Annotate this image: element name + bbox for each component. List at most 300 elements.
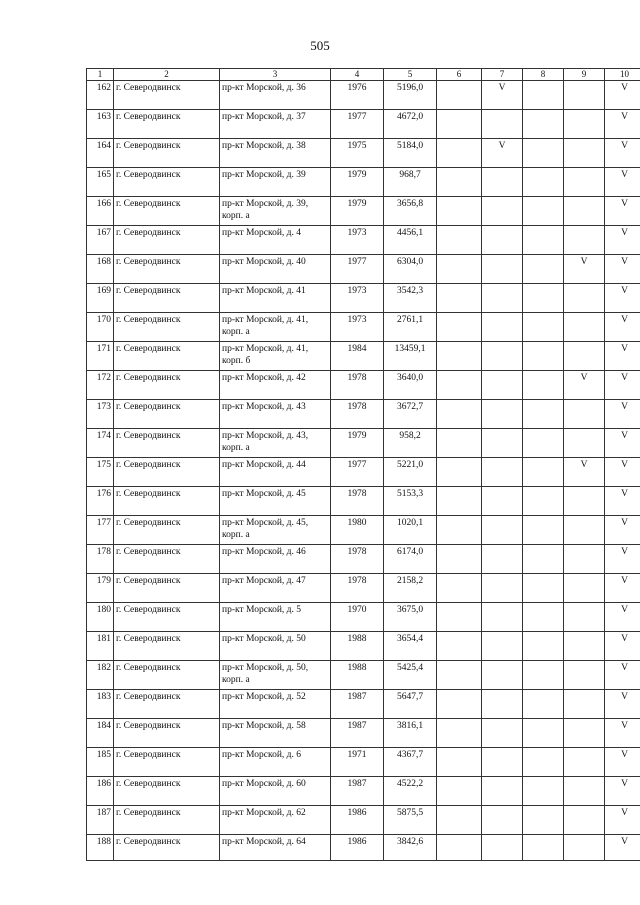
address-cell: пр-кт Морской, д. 60 xyxy=(220,777,331,806)
mark-cell-10: V xyxy=(605,400,640,429)
city-cell: г. Северодвинск xyxy=(114,255,220,284)
year-cell: 1973 xyxy=(331,284,384,313)
area-cell: 5647,7 xyxy=(384,690,437,719)
mark-cell-8 xyxy=(523,661,564,690)
mark-cell-10: V xyxy=(605,371,640,400)
city-cell: г. Северодвинск xyxy=(114,168,220,197)
mark-cell-10: V xyxy=(605,777,640,806)
table-row xyxy=(87,313,640,342)
mark-cell-8 xyxy=(523,777,564,806)
area-cell: 3656,8 xyxy=(384,197,437,226)
register-table xyxy=(86,68,640,861)
area-cell: 968,7 xyxy=(384,168,437,197)
mark-cell-7 xyxy=(482,313,523,342)
mark-cell-6 xyxy=(437,110,482,139)
row-number-cell: 177 xyxy=(87,516,114,545)
mark-cell-9 xyxy=(564,719,605,748)
mark-cell-8 xyxy=(523,284,564,313)
mark-cell-8 xyxy=(523,313,564,342)
area-cell: 3672,7 xyxy=(384,400,437,429)
address-cell: пр-кт Морской, д. 50 xyxy=(220,632,331,661)
row-number-cell: 173 xyxy=(87,400,114,429)
mark-cell-6 xyxy=(437,81,482,110)
mark-cell-6 xyxy=(437,632,482,661)
table-row xyxy=(87,284,640,313)
mark-cell-7: V xyxy=(482,139,523,168)
year-cell: 1978 xyxy=(331,371,384,400)
row-number-cell: 167 xyxy=(87,226,114,255)
mark-cell-6 xyxy=(437,603,482,632)
mark-cell-8 xyxy=(523,806,564,835)
mark-cell-7: V xyxy=(482,81,523,110)
table-row xyxy=(87,545,640,574)
row-number-cell: 182 xyxy=(87,661,114,690)
table-row xyxy=(87,516,640,545)
mark-cell-7 xyxy=(482,835,523,861)
year-cell: 1978 xyxy=(331,400,384,429)
table-row xyxy=(87,661,640,690)
mark-cell-9 xyxy=(564,197,605,226)
city-cell: г. Северодвинск xyxy=(114,748,220,777)
mark-cell-10: V xyxy=(605,516,640,545)
mark-cell-7 xyxy=(482,342,523,371)
mark-cell-10: V xyxy=(605,197,640,226)
area-cell: 5875,5 xyxy=(384,806,437,835)
mark-cell-6 xyxy=(437,690,482,719)
address-cell: пр-кт Морской, д. 44 xyxy=(220,458,331,487)
city-cell: г. Северодвинск xyxy=(114,719,220,748)
mark-cell-6 xyxy=(437,313,482,342)
mark-cell-7 xyxy=(482,284,523,313)
city-cell: г. Северодвинск xyxy=(114,81,220,110)
address-cell: пр-кт Морской, д. 40 xyxy=(220,255,331,284)
mark-cell-8 xyxy=(523,371,564,400)
city-cell: г. Северодвинск xyxy=(114,574,220,603)
mark-cell-9 xyxy=(564,574,605,603)
mark-cell-10: V xyxy=(605,574,640,603)
address-cell: пр-кт Морской, д. 64 xyxy=(220,835,331,861)
city-cell: г. Северодвинск xyxy=(114,139,220,168)
mark-cell-8 xyxy=(523,110,564,139)
mark-cell-6 xyxy=(437,661,482,690)
mark-cell-10: V xyxy=(605,226,640,255)
mark-cell-10: V xyxy=(605,545,640,574)
mark-cell-8 xyxy=(523,748,564,777)
city-cell: г. Северодвинск xyxy=(114,661,220,690)
mark-cell-9 xyxy=(564,632,605,661)
mark-cell-10: V xyxy=(605,284,640,313)
year-cell: 1979 xyxy=(331,429,384,458)
year-cell: 1976 xyxy=(331,81,384,110)
city-cell: г. Северодвинск xyxy=(114,110,220,139)
mark-cell-7 xyxy=(482,458,523,487)
area-cell: 5153,3 xyxy=(384,487,437,516)
area-cell: 3675,0 xyxy=(384,603,437,632)
column-header: 8 xyxy=(523,69,564,81)
area-cell: 4456,1 xyxy=(384,226,437,255)
mark-cell-9 xyxy=(564,429,605,458)
city-cell: г. Северодвинск xyxy=(114,806,220,835)
mark-cell-6 xyxy=(437,197,482,226)
mark-cell-6 xyxy=(437,429,482,458)
city-cell: г. Северодвинск xyxy=(114,371,220,400)
area-cell: 4522,2 xyxy=(384,777,437,806)
table-row xyxy=(87,371,640,400)
area-cell: 6304,0 xyxy=(384,255,437,284)
area-cell: 2158,2 xyxy=(384,574,437,603)
mark-cell-8 xyxy=(523,603,564,632)
mark-cell-6 xyxy=(437,284,482,313)
mark-cell-6 xyxy=(437,400,482,429)
area-cell: 3542,3 xyxy=(384,284,437,313)
mark-cell-10: V xyxy=(605,603,640,632)
year-cell: 1980 xyxy=(331,516,384,545)
mark-cell-9 xyxy=(564,400,605,429)
address-cell: пр-кт Морской, д. 46 xyxy=(220,545,331,574)
mark-cell-8 xyxy=(523,429,564,458)
table-row xyxy=(87,139,640,168)
mark-cell-8 xyxy=(523,400,564,429)
mark-cell-10: V xyxy=(605,487,640,516)
table-row xyxy=(87,81,640,110)
column-header: 5 xyxy=(384,69,437,81)
mark-cell-10: V xyxy=(605,458,640,487)
area-cell: 6174,0 xyxy=(384,545,437,574)
city-cell: г. Северодвинск xyxy=(114,487,220,516)
mark-cell-7 xyxy=(482,545,523,574)
mark-cell-7 xyxy=(482,400,523,429)
column-header: 10 xyxy=(605,69,640,81)
mark-cell-9 xyxy=(564,690,605,719)
mark-cell-9 xyxy=(564,284,605,313)
address-cell: пр-кт Морской, д. 4 xyxy=(220,226,331,255)
year-cell: 1977 xyxy=(331,110,384,139)
mark-cell-7 xyxy=(482,690,523,719)
year-cell: 1978 xyxy=(331,545,384,574)
address-cell: пр-кт Морской, д. 58 xyxy=(220,719,331,748)
year-cell: 1977 xyxy=(331,458,384,487)
table-row xyxy=(87,603,640,632)
address-cell: пр-кт Морской, д. 41, корп. а xyxy=(220,313,331,342)
row-number-cell: 176 xyxy=(87,487,114,516)
table-row xyxy=(87,748,640,777)
table-row xyxy=(87,690,640,719)
table-row xyxy=(87,342,640,371)
column-header: 7 xyxy=(482,69,523,81)
city-cell: г. Северодвинск xyxy=(114,429,220,458)
mark-cell-10: V xyxy=(605,429,640,458)
mark-cell-8 xyxy=(523,835,564,861)
table-row xyxy=(87,777,640,806)
mark-cell-9 xyxy=(564,661,605,690)
area-cell: 3842,6 xyxy=(384,835,437,861)
mark-cell-6 xyxy=(437,516,482,545)
mark-cell-9: V xyxy=(564,255,605,284)
row-number-cell: 172 xyxy=(87,371,114,400)
area-cell: 958,2 xyxy=(384,429,437,458)
column-header: 1 xyxy=(87,69,114,81)
year-cell: 1978 xyxy=(331,574,384,603)
city-cell: г. Северодвинск xyxy=(114,226,220,255)
mark-cell-10: V xyxy=(605,661,640,690)
year-cell: 1978 xyxy=(331,487,384,516)
mark-cell-8 xyxy=(523,139,564,168)
mark-cell-9 xyxy=(564,487,605,516)
table-row xyxy=(87,226,640,255)
mark-cell-6 xyxy=(437,139,482,168)
mark-cell-9 xyxy=(564,81,605,110)
mark-cell-8 xyxy=(523,545,564,574)
page-number: 505 xyxy=(310,38,330,53)
row-number-cell: 163 xyxy=(87,110,114,139)
mark-cell-8 xyxy=(523,458,564,487)
address-cell: пр-кт Морской, д. 52 xyxy=(220,690,331,719)
mark-cell-10: V xyxy=(605,835,640,861)
row-number-cell: 179 xyxy=(87,574,114,603)
mark-cell-8 xyxy=(523,690,564,719)
mark-cell-7 xyxy=(482,255,523,284)
column-header: 3 xyxy=(220,69,331,81)
area-cell: 13459,1 xyxy=(384,342,437,371)
area-cell: 5221,0 xyxy=(384,458,437,487)
mark-cell-6 xyxy=(437,342,482,371)
row-number-cell: 165 xyxy=(87,168,114,197)
mark-cell-9 xyxy=(564,806,605,835)
row-number-cell: 168 xyxy=(87,255,114,284)
mark-cell-10: V xyxy=(605,81,640,110)
year-cell: 1984 xyxy=(331,342,384,371)
mark-cell-6 xyxy=(437,168,482,197)
city-cell: г. Северодвинск xyxy=(114,603,220,632)
mark-cell-9 xyxy=(564,835,605,861)
row-number-cell: 187 xyxy=(87,806,114,835)
area-cell: 4672,0 xyxy=(384,110,437,139)
mark-cell-8 xyxy=(523,255,564,284)
year-cell: 1970 xyxy=(331,603,384,632)
table-row xyxy=(87,458,640,487)
city-cell: г. Северодвинск xyxy=(114,313,220,342)
address-cell: пр-кт Морской, д. 37 xyxy=(220,110,331,139)
address-cell: пр-кт Морской, д. 45 xyxy=(220,487,331,516)
row-number-cell: 171 xyxy=(87,342,114,371)
table-row xyxy=(87,255,640,284)
mark-cell-10: V xyxy=(605,139,640,168)
year-cell: 1975 xyxy=(331,139,384,168)
mark-cell-6 xyxy=(437,574,482,603)
city-cell: г. Северодвинск xyxy=(114,632,220,661)
row-number-cell: 188 xyxy=(87,835,114,861)
mark-cell-7 xyxy=(482,487,523,516)
row-number-cell: 164 xyxy=(87,139,114,168)
mark-cell-10: V xyxy=(605,719,640,748)
address-cell: пр-кт Морской, д. 39, корп. а xyxy=(220,197,331,226)
mark-cell-10: V xyxy=(605,690,640,719)
mark-cell-7 xyxy=(482,574,523,603)
mark-cell-6 xyxy=(437,255,482,284)
address-cell: пр-кт Морской, д. 62 xyxy=(220,806,331,835)
address-cell: пр-кт Морской, д. 41 xyxy=(220,284,331,313)
mark-cell-6 xyxy=(437,545,482,574)
address-cell: пр-кт Морской, д. 39 xyxy=(220,168,331,197)
column-header: 2 xyxy=(114,69,220,81)
mark-cell-10: V xyxy=(605,110,640,139)
mark-cell-7 xyxy=(482,603,523,632)
mark-cell-7 xyxy=(482,632,523,661)
address-cell: пр-кт Морской, д. 5 xyxy=(220,603,331,632)
mark-cell-10: V xyxy=(605,255,640,284)
area-cell: 3816,1 xyxy=(384,719,437,748)
mark-cell-8 xyxy=(523,516,564,545)
mark-cell-10: V xyxy=(605,806,640,835)
address-cell: пр-кт Морской, д. 43 xyxy=(220,400,331,429)
mark-cell-7 xyxy=(482,168,523,197)
mark-cell-8 xyxy=(523,226,564,255)
column-header: 4 xyxy=(331,69,384,81)
mark-cell-7 xyxy=(482,429,523,458)
row-number-cell: 175 xyxy=(87,458,114,487)
mark-cell-6 xyxy=(437,748,482,777)
table-row xyxy=(87,110,640,139)
year-cell: 1973 xyxy=(331,226,384,255)
mark-cell-9 xyxy=(564,603,605,632)
mark-cell-7 xyxy=(482,516,523,545)
area-cell: 3640,0 xyxy=(384,371,437,400)
table-row xyxy=(87,632,640,661)
area-cell: 5184,0 xyxy=(384,139,437,168)
mark-cell-8 xyxy=(523,632,564,661)
mark-cell-9 xyxy=(564,777,605,806)
mark-cell-6 xyxy=(437,371,482,400)
area-cell: 3654,4 xyxy=(384,632,437,661)
year-cell: 1988 xyxy=(331,632,384,661)
city-cell: г. Северодвинск xyxy=(114,342,220,371)
city-cell: г. Северодвинск xyxy=(114,545,220,574)
mark-cell-7 xyxy=(482,110,523,139)
mark-cell-7 xyxy=(482,197,523,226)
year-cell: 1988 xyxy=(331,661,384,690)
year-cell: 1987 xyxy=(331,690,384,719)
row-number-cell: 181 xyxy=(87,632,114,661)
mark-cell-10: V xyxy=(605,748,640,777)
mark-cell-9 xyxy=(564,226,605,255)
city-cell: г. Северодвинск xyxy=(114,458,220,487)
mark-cell-6 xyxy=(437,719,482,748)
mark-cell-8 xyxy=(523,719,564,748)
address-cell: пр-кт Морской, д. 43, корп. а xyxy=(220,429,331,458)
mark-cell-8 xyxy=(523,574,564,603)
mark-cell-7 xyxy=(482,371,523,400)
mark-cell-9 xyxy=(564,516,605,545)
mark-cell-9 xyxy=(564,139,605,168)
row-number-cell: 170 xyxy=(87,313,114,342)
mark-cell-6 xyxy=(437,835,482,861)
mark-cell-8 xyxy=(523,342,564,371)
city-cell: г. Северодвинск xyxy=(114,284,220,313)
row-number-cell: 183 xyxy=(87,690,114,719)
year-cell: 1979 xyxy=(331,197,384,226)
table-row xyxy=(87,574,640,603)
mark-cell-7 xyxy=(482,719,523,748)
row-number-cell: 185 xyxy=(87,748,114,777)
mark-cell-8 xyxy=(523,197,564,226)
year-cell: 1971 xyxy=(331,748,384,777)
mark-cell-6 xyxy=(437,226,482,255)
year-cell: 1986 xyxy=(331,835,384,861)
address-cell: пр-кт Морской, д. 38 xyxy=(220,139,331,168)
mark-cell-9 xyxy=(564,342,605,371)
city-cell: г. Северодвинск xyxy=(114,777,220,806)
mark-cell-9: V xyxy=(564,458,605,487)
year-cell: 1977 xyxy=(331,255,384,284)
address-cell: пр-кт Морской, д. 6 xyxy=(220,748,331,777)
row-number-cell: 174 xyxy=(87,429,114,458)
column-header: 9 xyxy=(564,69,605,81)
year-cell: 1973 xyxy=(331,313,384,342)
year-cell: 1986 xyxy=(331,806,384,835)
city-cell: г. Северодвинск xyxy=(114,690,220,719)
mark-cell-8 xyxy=(523,168,564,197)
mark-cell-9 xyxy=(564,748,605,777)
city-cell: г. Северодвинск xyxy=(114,516,220,545)
mark-cell-8 xyxy=(523,487,564,516)
mark-cell-10: V xyxy=(605,632,640,661)
mark-cell-9 xyxy=(564,313,605,342)
mark-cell-6 xyxy=(437,806,482,835)
mark-cell-6 xyxy=(437,777,482,806)
mark-cell-7 xyxy=(482,806,523,835)
mark-cell-7 xyxy=(482,777,523,806)
year-cell: 1987 xyxy=(331,719,384,748)
address-cell: пр-кт Морской, д. 45, корп. а xyxy=(220,516,331,545)
mark-cell-8 xyxy=(523,81,564,110)
table-row xyxy=(87,719,640,748)
city-cell: г. Северодвинск xyxy=(114,197,220,226)
mark-cell-7 xyxy=(482,226,523,255)
table-row xyxy=(87,487,640,516)
address-cell: пр-кт Морской, д. 42 xyxy=(220,371,331,400)
row-number-cell: 186 xyxy=(87,777,114,806)
table-row xyxy=(87,400,640,429)
table-row xyxy=(87,806,640,835)
area-cell: 2761,1 xyxy=(384,313,437,342)
row-number-cell: 184 xyxy=(87,719,114,748)
year-cell: 1987 xyxy=(331,777,384,806)
mark-cell-10: V xyxy=(605,168,640,197)
city-cell: г. Северодвинск xyxy=(114,400,220,429)
mark-cell-9 xyxy=(564,168,605,197)
mark-cell-9 xyxy=(564,545,605,574)
table-row xyxy=(87,835,640,861)
mark-cell-10: V xyxy=(605,342,640,371)
table-row xyxy=(87,197,640,226)
address-cell: пр-кт Морской, д. 41, корп. б xyxy=(220,342,331,371)
row-number-cell: 178 xyxy=(87,545,114,574)
mark-cell-6 xyxy=(437,458,482,487)
table-row xyxy=(87,429,640,458)
address-cell: пр-кт Морской, д. 47 xyxy=(220,574,331,603)
header-row xyxy=(87,69,640,81)
area-cell: 5425,4 xyxy=(384,661,437,690)
address-cell: пр-кт Морской, д. 50, корп. а xyxy=(220,661,331,690)
row-number-cell: 169 xyxy=(87,284,114,313)
address-cell: пр-кт Морской, д. 36 xyxy=(220,81,331,110)
mark-cell-7 xyxy=(482,661,523,690)
area-cell: 1020,1 xyxy=(384,516,437,545)
mark-cell-9 xyxy=(564,110,605,139)
row-number-cell: 162 xyxy=(87,81,114,110)
city-cell: г. Северодвинск xyxy=(114,835,220,861)
column-header: 6 xyxy=(437,69,482,81)
